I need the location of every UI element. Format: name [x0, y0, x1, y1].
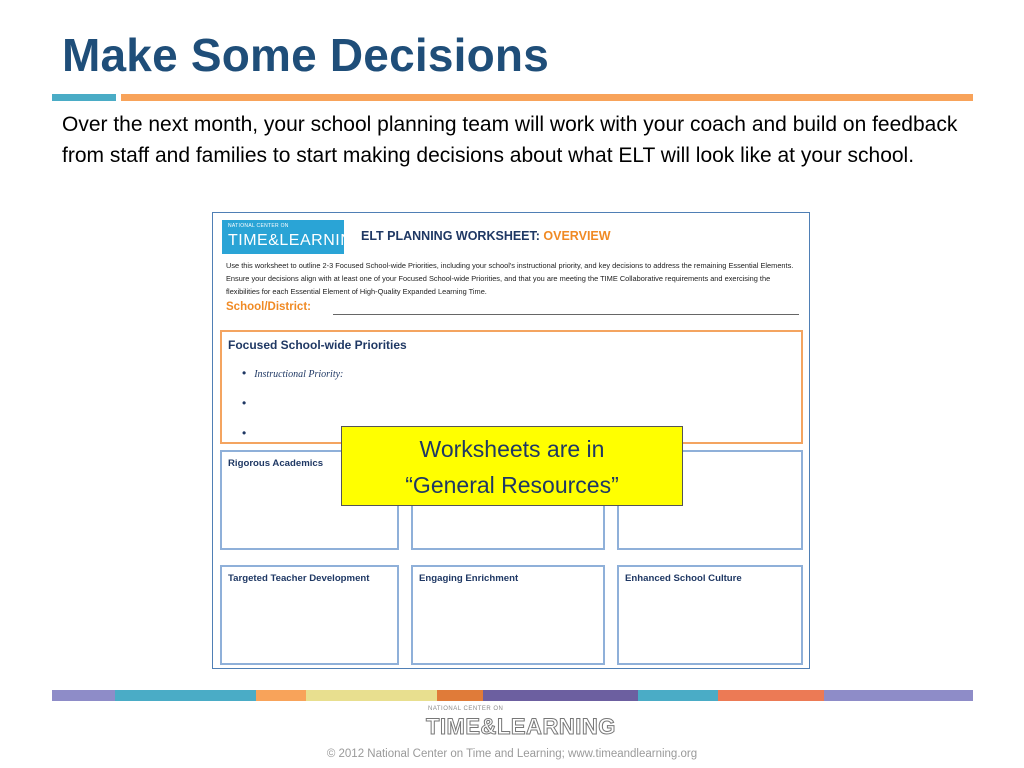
box-engaging-enrichment: Engaging Enrichment	[411, 565, 605, 665]
worksheet-title-accent: OVERVIEW	[543, 229, 611, 243]
bottom-bar-segment	[824, 690, 973, 701]
box-rigorous-academics: Rigorous Academics	[220, 450, 399, 550]
footer-logo	[424, 706, 616, 742]
title-underline-teal	[52, 94, 116, 101]
callout-line-1: Worksheets are in	[419, 436, 605, 462]
bottom-bar-segment	[52, 690, 115, 701]
worksheet-title	[361, 229, 611, 243]
worksheet-logo-big: TIME&LEARNING	[228, 232, 366, 249]
slide-title: Make Some Decisions	[62, 29, 550, 81]
worksheet-school-label: School/District:	[226, 301, 311, 313]
worksheet-description: Use this worksheet to outline 2-3 Focused School-wide Priorities, including your school's instructional priority, and key decisions to address the remaining Essential Elements. Ensure your decisions align with at least one of your Focused School-wide Priorities, and that you are meeting the TIME Collaborative requirements and exercising the flexibilities for each Essential Element of High-Quality Expanded Learning Time.	[226, 261, 794, 296]
bottom-bar-segment	[718, 690, 824, 701]
box-targeted-teacher-development: Targeted Teacher Development	[220, 565, 399, 665]
priority-bullet: •	[242, 396, 247, 410]
worksheet-logo-small: NATIONAL CENTER ON	[228, 223, 289, 229]
slide-body-text: Over the next month, your school planning team will work with your coach and build on feedback from staff and families to start making decisions about what ELT will look like at your school.	[62, 113, 958, 167]
priority-bullet: •	[242, 426, 247, 440]
box-enhanced-school-culture: Enhanced School Culture	[617, 565, 803, 665]
callout-line-2: “General Resources”	[405, 472, 619, 498]
priority-bullet: • Instructional Priority:	[242, 366, 344, 380]
worksheet-school-line	[333, 314, 799, 315]
worksheet-title-main: ELT PLANNING WORKSHEET:	[361, 229, 544, 243]
bottom-bar-segment	[115, 690, 256, 701]
priorities-header: Focused School-wide Priorities	[228, 338, 407, 352]
footer-logo-big: TIME&LEARNING	[426, 714, 616, 739]
copyright-text: © 2012 National Center on Time and Learning; www.timeandlearning.org	[326, 748, 698, 760]
resources-callout	[341, 426, 683, 506]
worksheet-logo	[222, 220, 366, 254]
title-underline-orange	[121, 94, 973, 101]
bottom-bar-segment	[638, 690, 718, 701]
bottom-bar-segment	[437, 690, 483, 701]
bottom-bar-segment	[483, 690, 638, 701]
bottom-color-bar	[52, 690, 973, 701]
bottom-bar-segment	[306, 690, 437, 701]
priority-bullet-label: Instructional Priority:	[254, 369, 344, 380]
footer-logo-small: NATIONAL CENTER ON	[428, 706, 504, 712]
bottom-bar-segment	[256, 690, 306, 701]
